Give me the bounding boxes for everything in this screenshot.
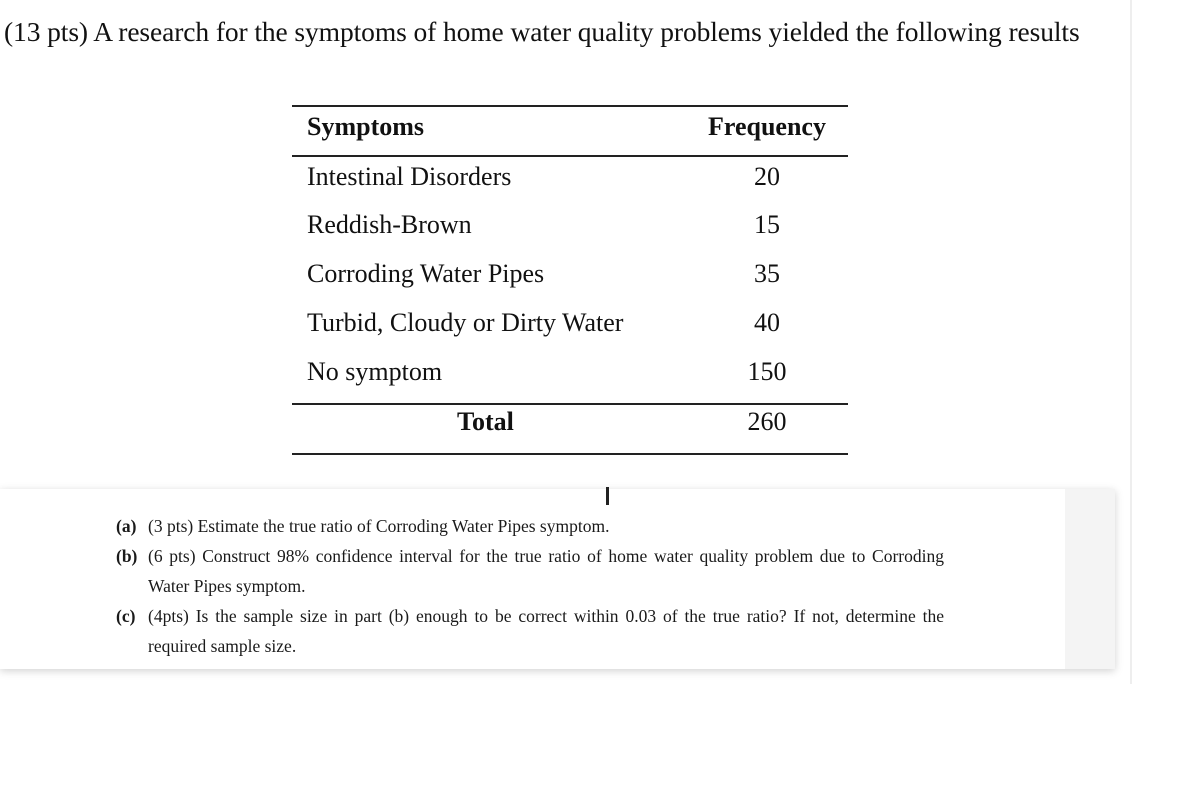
row-symptom: Corroding Water Pipes <box>307 259 545 288</box>
question-b-text: (6 pts) Construct 98% confidence interval for the true ratio of home water quality problem due to Corroding Water Pipes symptom. <box>148 546 944 596</box>
table-bottom-rule <box>292 453 848 455</box>
table-row <box>292 157 848 197</box>
row-symptom: No symptom <box>307 357 443 386</box>
table-header-row <box>292 107 848 147</box>
row-frequency: 15 <box>754 210 780 239</box>
question-a-tag: (a) <box>116 516 137 536</box>
row-frequency: 150 <box>747 357 787 386</box>
row-frequency: 40 <box>754 308 780 337</box>
question-b-tag: (b) <box>116 546 138 566</box>
question-c-text: (4pts) Is the sample size in part (b) enough to be correct within 0.03 of the true ratio? If not, determine the required sample size. <box>148 606 944 656</box>
row-frequency: 20 <box>754 162 780 191</box>
header-symptoms: Symptoms <box>307 112 425 141</box>
header-frequency: Frequency <box>708 112 826 141</box>
row-symptom: Reddish-Brown <box>307 210 472 239</box>
total-label: Total <box>457 407 514 436</box>
text-cursor <box>606 487 609 505</box>
total-value: 260 <box>747 407 787 436</box>
panel-side-strip <box>1065 489 1115 669</box>
page-edge-divider <box>1130 0 1132 684</box>
table-row <box>292 205 848 245</box>
question-a-text: (3 pts) Estimate the true ratio of Corroding Water Pipes symptom. <box>148 516 610 536</box>
table-row <box>292 352 848 392</box>
table-row <box>292 303 848 343</box>
row-symptom: Turbid, Cloudy or Dirty Water <box>307 308 624 337</box>
table-total-row <box>292 402 848 442</box>
table-row <box>292 254 848 294</box>
question-c-tag: (c) <box>116 606 136 626</box>
row-symptom: Intestinal Disorders <box>307 162 512 191</box>
row-frequency: 35 <box>754 259 780 288</box>
questions-panel <box>0 489 1115 669</box>
problem-heading: (13 pts) A research for the symptoms of home water quality problems yielded the following results <box>4 16 1080 47</box>
